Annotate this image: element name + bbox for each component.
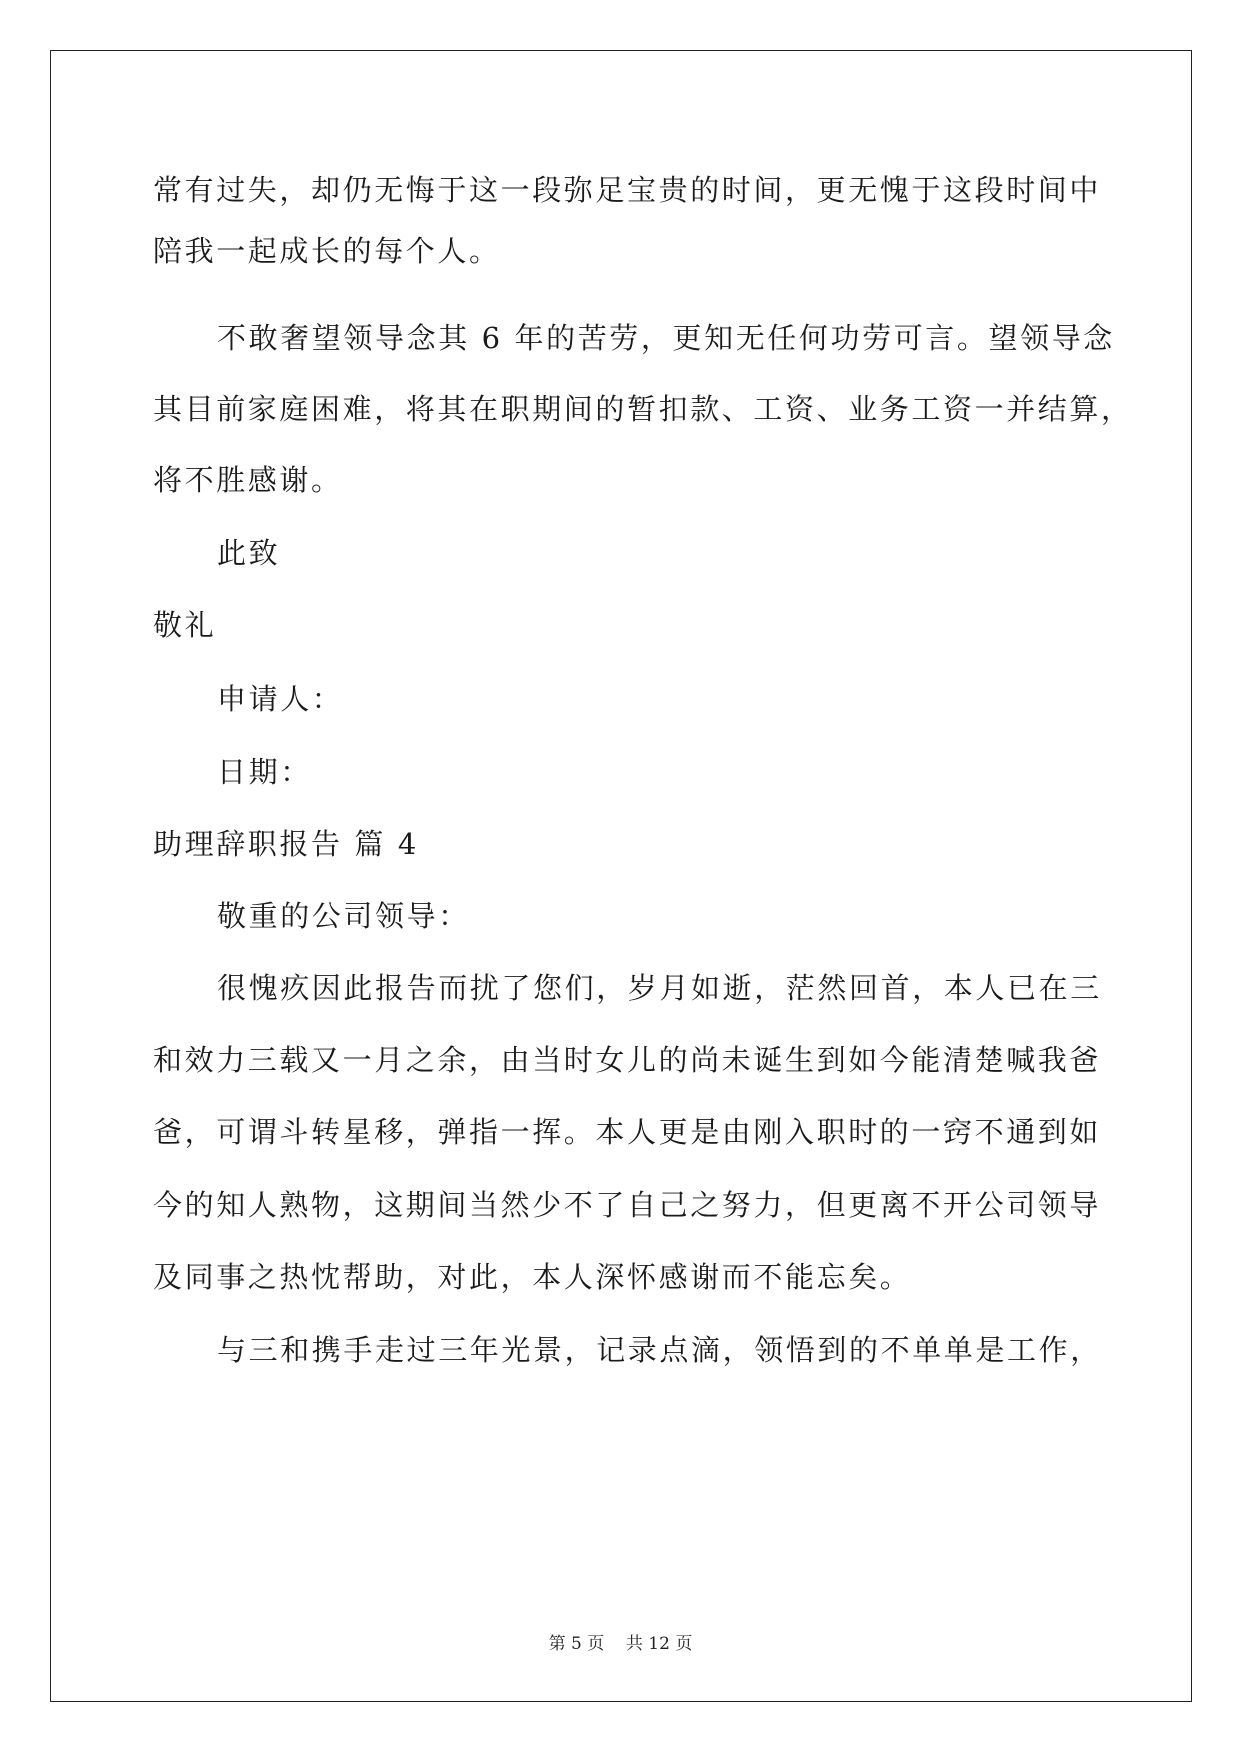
closing-salutation: 此致 [217, 536, 281, 570]
section-heading: 助理辞职报告 篇 4 [153, 827, 419, 861]
letter-greeting: 敬重的公司领导： [217, 899, 470, 933]
applicant-label: 申请人： [217, 682, 344, 716]
paragraph-line: 爸，可谓斗转星移，弹指一挥。本人更是由刚入职时的一窍不通到如 [153, 1115, 1102, 1149]
paragraph-line: 很愧疚因此报告而扰了您们，岁月如逝，茫然回首，本人已在三 [217, 971, 1102, 1005]
paragraph-line: 其目前家庭困难，将其在职期间的暂扣款、工资、业务工资一并结算， [153, 392, 1133, 426]
paragraph-line: 常有过失，却仍无悔于这一段弥足宝贵的时间，更无愧于这段时间中 [153, 173, 1102, 207]
paragraph-line: 陪我一起成长的每个人。 [153, 234, 501, 268]
page-number: 第 5 页 共 12 页 [548, 1634, 693, 1654]
date-label: 日期： [217, 755, 312, 789]
paragraph-line: 今的知人熟物，这期间当然少不了自己之努力，但更离不开公司领导 [153, 1188, 1102, 1222]
paragraph-line: 及同事之热忱帮助，对此，本人深怀感谢而不能忘矣。 [153, 1260, 912, 1294]
paragraph-line: 和效力三载又一月之余，由当时女儿的尚未诞生到如今能清楚喊我爸 [153, 1043, 1102, 1077]
paragraph-line: 与三和携手走过三年光景，记录点滴，领悟到的不单单是工作， [217, 1333, 1102, 1367]
page-border [50, 50, 1192, 1702]
closing-regards: 敬礼 [153, 608, 217, 642]
paragraph-line: 将不胜感谢。 [153, 463, 343, 497]
paragraph-line: 不敢奢望领导念其 6 年的苦劳，更知无任何功劳可言。望领导念 [217, 321, 1115, 355]
